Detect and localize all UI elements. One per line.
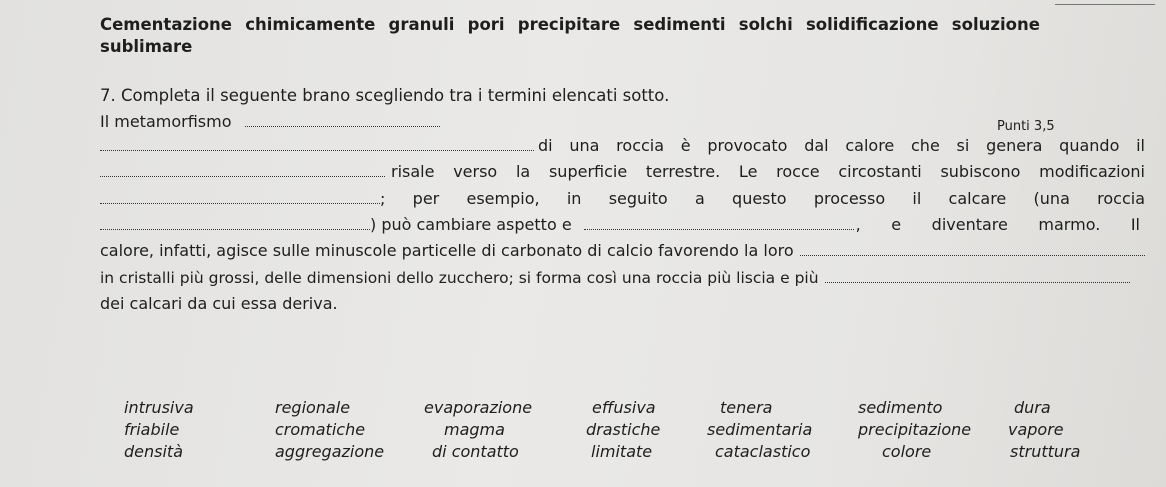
fill-blank-2[interactable] [100,136,534,151]
word-bank-term: pori [467,15,505,34]
passage-text: risale verso la superficie terrestre. Le rocce circostanti subiscono modificazioni [391,162,1145,181]
passage-text: ; per esempio, in seguito a questo processo il calcare (una roccia [380,189,1145,208]
word-bank-term: limitate [591,442,653,461]
fill-blank-1[interactable] [245,112,440,127]
word-bank-term: intrusiva [124,398,194,417]
passage-text: calore, infatti, agisce sulle minuscole particelle di carbonato di calcio favorendo la loro [100,241,794,260]
word-bank-term: struttura [1010,442,1081,461]
word-bank-term: cataclastico [715,442,811,461]
word-bank-top-line1 [100,14,1040,36]
top-rule [1055,4,1155,5]
word-bank-top [100,14,1040,58]
passage-text: in cristalli più grossi, delle dimensioni dello zucchero; si forma così una roccia più liscia e più [100,269,819,287]
passage-line-8 [100,294,338,313]
word-bank-term: precipitare [517,15,621,34]
word-bank-term: sedimentaria [707,420,813,439]
word-bank-term: precipitazione [858,420,972,439]
word-bank-term: drastiche [586,420,661,439]
word-bank-term: sedimenti [633,15,726,34]
passage-text: , e diventare marmo. Il [855,215,1140,234]
word-bank-term: densità [124,442,183,461]
word-bank-row-3 [124,442,1144,464]
passage-text: dei calcari da cui essa deriva. [100,294,338,313]
word-bank-term: evaporazione [424,398,533,417]
word-bank-term: cromatiche [275,420,366,439]
word-bank-row-2 [124,420,1144,442]
passage-line-2 [100,136,1145,155]
word-bank-term: chimicamente [245,15,376,34]
passage-line-5 [100,215,1140,234]
word-bank-term: dura [1014,398,1051,417]
fill-blank-6[interactable] [584,215,854,230]
word-bank-term: effusiva [592,398,656,417]
points-label: Punti 3,5 [997,119,1055,134]
word-bank-term: sublimare [100,37,193,56]
word-bank-term: magma [444,420,505,439]
fill-blank-7[interactable] [800,241,1145,256]
fill-blank-3[interactable] [100,162,385,177]
word-bank-row-1 [124,398,1144,420]
word-bank-term: sedimento [858,398,943,417]
fill-blank-8[interactable] [825,268,1130,283]
word-bank-bottom [124,398,1144,464]
passage-line-1 [100,112,440,131]
word-bank-term: colore [882,442,932,461]
word-bank-term: aggregazione [275,442,385,461]
word-bank-term: vapore [1008,420,1064,439]
passage-line-7 [100,268,1130,287]
fill-blank-4[interactable] [100,189,380,204]
passage-line-3 [100,162,1145,181]
passage-text: ) può cambiare aspetto e [370,215,572,234]
word-bank-term: solidificazione [805,15,939,34]
word-bank-term: soluzione [951,15,1040,34]
passage-text: di una roccia è provocato dal calore che si genera quando il [538,136,1145,155]
word-bank-term: tenera [720,398,773,417]
fill-blank-5[interactable] [100,215,370,230]
passage-line-4 [100,189,1145,208]
word-bank-term: regionale [275,398,351,417]
word-bank-term: di contatto [432,442,519,461]
exercise-title: 7. Completa il seguente brano scegliendo tra i termini elencati sotto. [100,86,670,105]
word-bank-term: Cementazione [100,15,232,34]
passage-line-6 [100,241,1145,260]
word-bank-term: granuli [388,15,455,34]
word-bank-term: solchi [738,15,793,34]
passage-text: Il metamorfismo [100,112,232,131]
word-bank-term: friabile [124,420,180,439]
